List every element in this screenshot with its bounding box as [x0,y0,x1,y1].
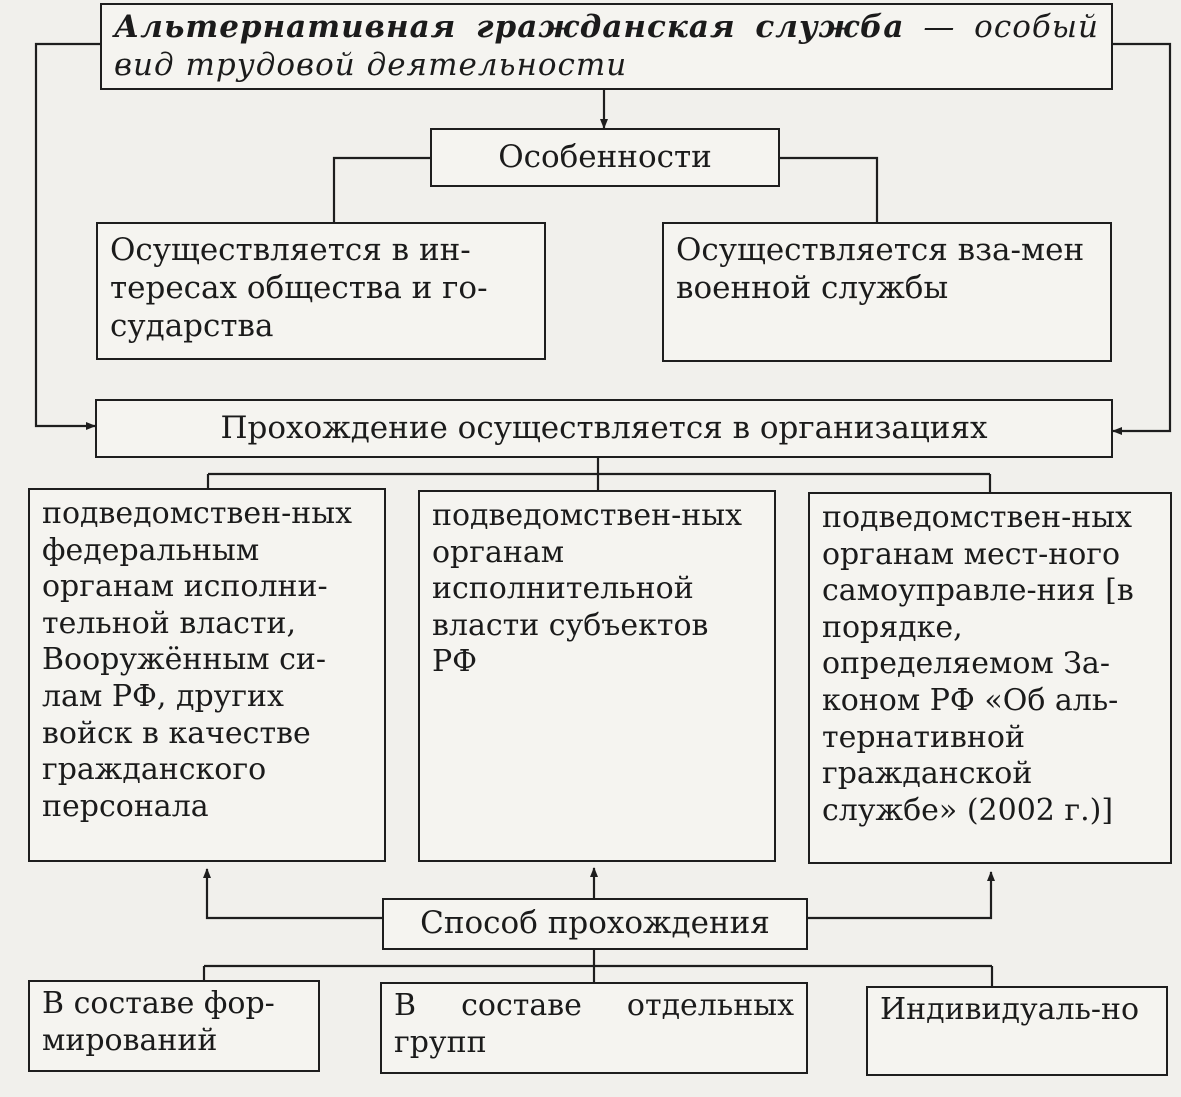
org-local [808,492,1172,864]
features-label: Особенности [498,138,712,175]
arrow-title-to-passage-left [36,44,100,426]
org-local-text: подведомствен-ных органам мест-ного самоуправле-ния [в порядке, определяемом За-коном РФ «Об аль-тернативной гражданской службе» (2002 г.)] [822,500,1134,828]
method-groups [380,982,808,1074]
arrow-method-to-org-3 [808,872,991,918]
arrow-title-to-passage-right [1113,44,1170,431]
feature-item-society [96,222,546,360]
org-subjects [418,490,776,862]
method-box [382,898,808,950]
method-groups-text: В составе отдельных групп [394,988,794,1060]
line-features-left [334,158,430,222]
title-dash: — [904,9,975,45]
org-federal [28,488,386,862]
method-formations [28,980,320,1072]
org-federal-text: подведомствен-ных федеральным органам исполни-тельной власти, Вооружённым си-лам РФ, других войск в качестве гражданского персонала [42,496,353,824]
passage-label: Прохождение осуществляется в организациях [220,409,988,446]
method-label: Способ прохождения [420,905,770,942]
method-individual-text: Индивидуаль-но [880,992,1140,1027]
line-features-right [780,158,877,222]
feature-item-society-text: Осуществляется в ин-тересах общества и го-сударства [110,232,488,344]
arrow-method-to-org-1 [207,869,382,918]
method-formations-text: В составе фор-мирований [42,986,275,1058]
method-individual [866,986,1168,1076]
title-light: особый вид трудовой деятельности [114,9,1099,83]
features-box [430,128,780,187]
feature-item-military [662,222,1112,362]
title-bold: Альтернативная гражданская служба [114,9,905,45]
feature-item-military-text: Осуществляется вза-мен военной службы [676,232,1085,306]
passage-box [95,399,1113,458]
org-subjects-text: подведомствен-ных органам исполнительной власти субъектов РФ [432,498,743,680]
title-box [100,3,1113,90]
